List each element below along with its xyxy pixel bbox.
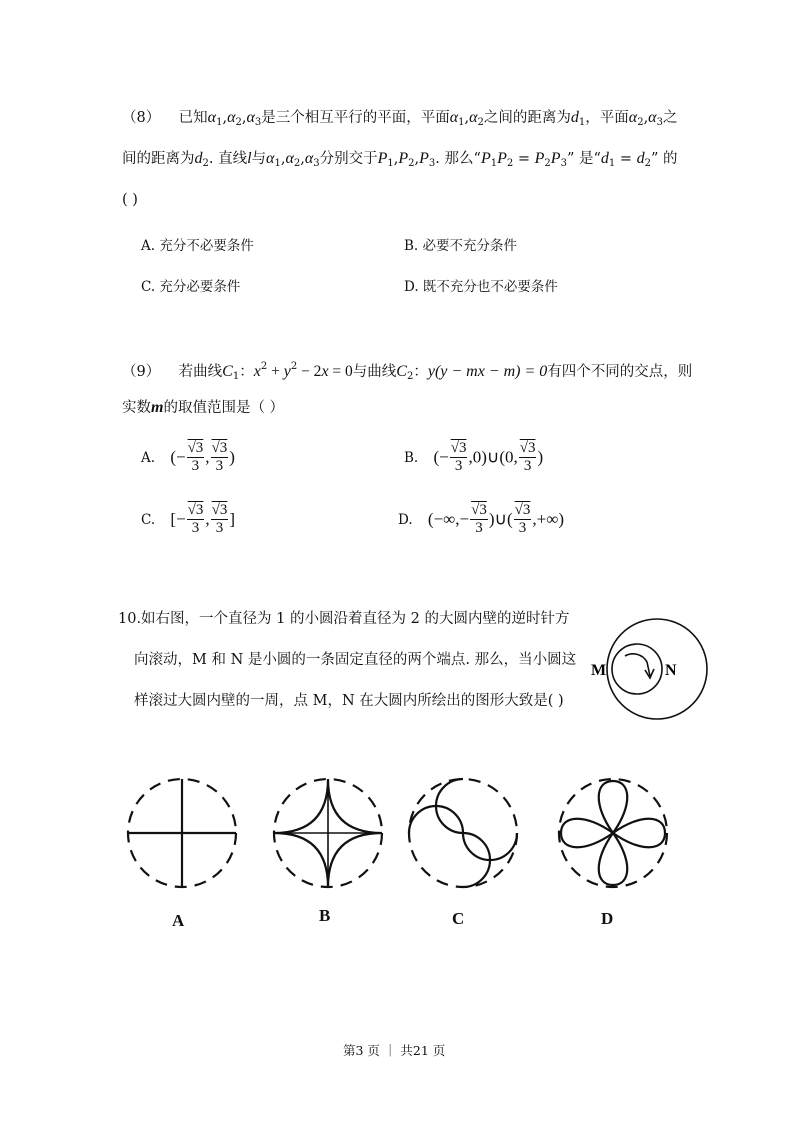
q8-paren: ( ) — [122, 192, 138, 208]
answer-label-a: A — [172, 911, 185, 930]
q8-line2: 间的距离为$d_2$. 直线l与$\alpha_1,\alpha_2,\alpha_3$分别交于$P_1,P_2,P_3$. 那么“$P_1P_2 = P_2P_3$” 是“$d_1 = d_2$” 的 — [122, 150, 678, 169]
answer-label-c: C — [452, 909, 465, 928]
q10-line1: 10.如右图，一个直径为 1 的小圆沿着直径为 2 的大圆内壁的逆时针方 — [118, 611, 570, 627]
q9-line1: （9） 若曲线$C_1$：$x^2 + y^2 - 2x = 0$与曲线$C_2$：y(y − mx − m) = 0有四个不同的交点，则 — [122, 361, 693, 382]
label-n: N — [665, 662, 677, 679]
answer-figure-d[interactable] — [555, 775, 671, 891]
rolling-circle-figure — [585, 618, 715, 723]
q9-line2: 实数m的取值范围是（ ） — [122, 399, 285, 416]
large-circle — [607, 619, 707, 719]
answer-label-d: D — [601, 909, 614, 928]
q10-line3: 样滚过大圆内壁的一周，点 M，N 在大圆内所绘出的图形大致是( ) — [134, 693, 564, 709]
q8-option-c[interactable]: C. 充分必要条件 — [141, 279, 241, 295]
q9-option-b[interactable]: B. (− $\frac{√3}{3}$ ,0)∪(0, $\frac{√3}{3}$ ) — [404, 440, 544, 474]
q9-option-a[interactable]: A. (− $\frac{√3}{3}$ , $\frac{√3}{3}$ ) — [141, 440, 235, 474]
answer-label-b: B — [319, 906, 331, 925]
q8-option-b[interactable]: B. 必要不充分条件 — [404, 238, 518, 254]
answer-figure-c[interactable] — [405, 775, 521, 891]
page-footer: 第3 页 ｜ 共21 页 — [343, 1043, 446, 1058]
small-circle — [612, 644, 662, 694]
q9-option-c[interactable]: C. [− $\frac{√3}{3}$ , $\frac{√3}{3}$ ] — [141, 502, 236, 536]
q8-number: （8） — [122, 110, 161, 126]
q10-line2: 向滚动，M 和 N 是小圆的一条固定直径的两个端点. 那么，当小圆这 — [134, 652, 577, 668]
q8-option-a[interactable]: A. 充分不必要条件 — [141, 238, 254, 254]
label-m: M — [591, 662, 607, 679]
q9-option-d[interactable]: D. (−∞,− $\frac{√3}{3}$ )∪( $\frac{√3}{3}$ ,+∞) — [398, 502, 564, 536]
answer-figure-a[interactable] — [124, 775, 240, 891]
q8-option-d[interactable]: D. 既不充分也不必要条件 — [404, 279, 558, 295]
q9-number: （9） — [122, 364, 161, 380]
q8-line1: （8） 已知$\alpha_1,\alpha_2,\alpha_3$是三个相互平行的平面，平面$\alpha_1,\alpha_2$之间的距离为$d_1$，平面$\alpha_2,\alpha_3$之 — [122, 109, 678, 128]
answer-figure-b[interactable] — [270, 775, 386, 891]
